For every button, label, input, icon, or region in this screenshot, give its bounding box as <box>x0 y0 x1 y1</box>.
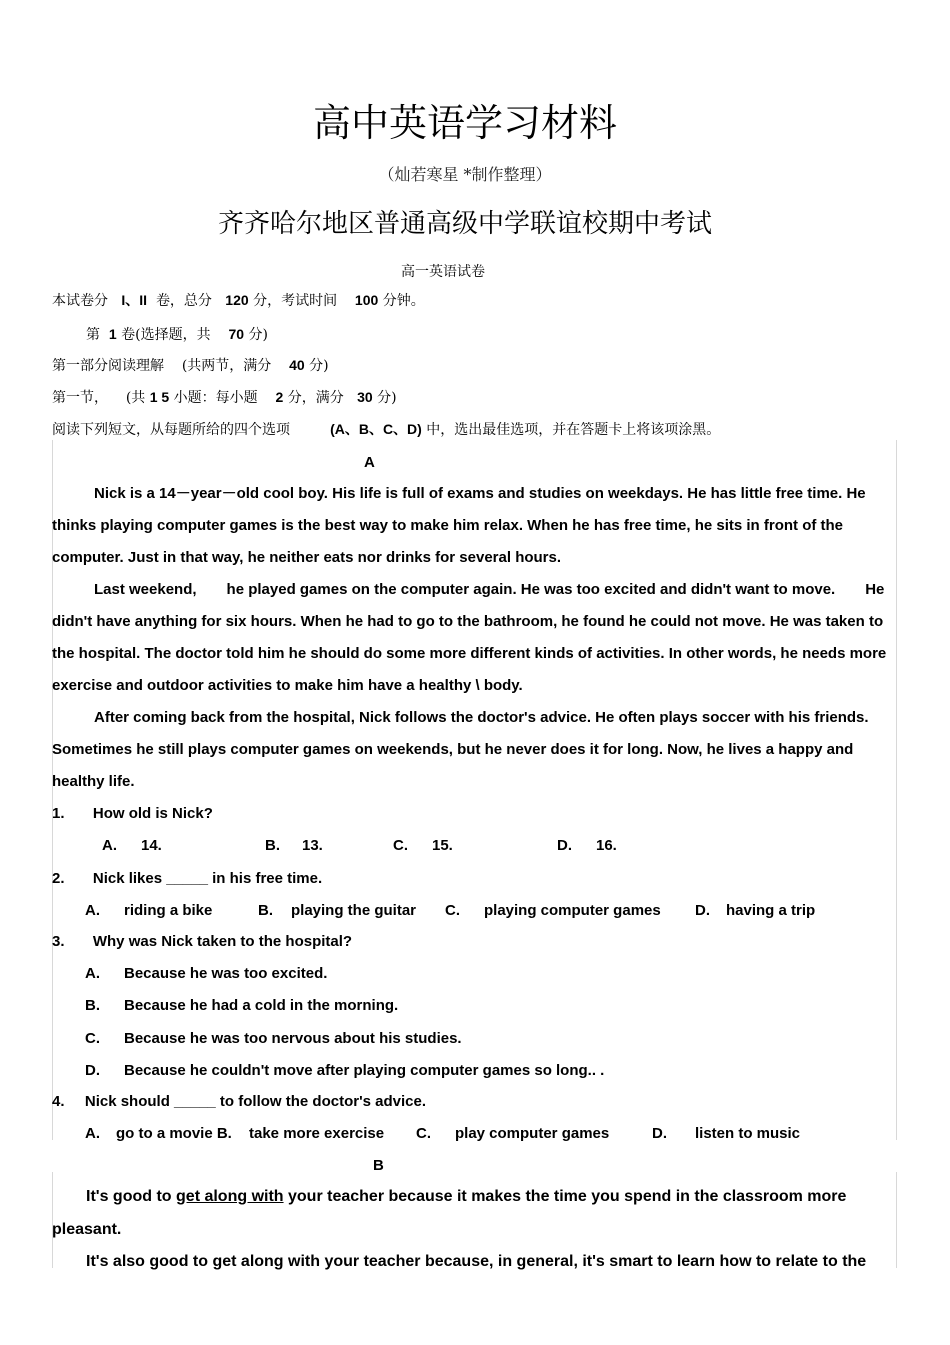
question-text: Nick should _____ to follow the doctor's advice. <box>84 1093 427 1110</box>
option-letter: A. <box>85 1125 100 1142</box>
option-text: play computer games <box>455 1125 610 1142</box>
q4-option-a <box>85 1125 232 1142</box>
info-text: 第 <box>86 327 100 343</box>
paragraph-text: your teacher because it makes the time you spend in the classroom more pleasant. <box>52 1188 847 1238</box>
info-number: 40 <box>289 357 305 373</box>
info-number: 30 <box>357 389 373 405</box>
q3-option-d <box>85 1062 604 1079</box>
info-number: 120 <box>225 292 249 308</box>
question-text: Why was Nick taken to the hospital? <box>92 933 353 950</box>
info-text: 分) <box>309 358 329 374</box>
option-text: Because he had a cold in the morning. <box>124 997 399 1014</box>
info-text: (共两节，满分 <box>181 358 272 374</box>
q3-option-b <box>85 997 398 1014</box>
q1-option-b <box>265 837 323 854</box>
info-number: 100 <box>354 292 379 308</box>
option-text: 13. <box>302 837 323 854</box>
exam-school-heading: 齐齐哈尔地区普通高级中学联谊校期中考试 <box>217 209 712 239</box>
info-number: 1 <box>108 326 117 342</box>
info-text: 小题：每小题 <box>173 390 258 406</box>
info-text: 第一部分阅读理解 <box>52 358 164 374</box>
question-3 <box>52 933 352 950</box>
info-line-3 <box>52 355 329 375</box>
option-letter: B. <box>85 997 100 1014</box>
q2-option-a <box>85 902 212 919</box>
paragraph-text: After coming back from the hospital, Nick follows the doctor's advice. He often plays soccer with his friends. Sometimes he still plays computer games on weekends, but he never does it for long. Now, he lives a happy and healthy life. <box>52 709 869 790</box>
option-text: Because he was too excited. <box>124 965 328 982</box>
option-letter: D. <box>557 837 572 854</box>
option-text: playing the guitar <box>291 902 417 919</box>
question-1 <box>52 805 213 822</box>
info-number: 1 5 <box>149 389 170 405</box>
info-text: 分，满分 <box>287 390 344 406</box>
option-letter: A. <box>85 902 100 919</box>
q2-option-d <box>695 902 815 919</box>
info-text: 卷，总分 <box>155 293 212 309</box>
q1-option-a <box>102 837 162 854</box>
info-line-4 <box>52 387 397 407</box>
info-text: 分) <box>377 390 397 406</box>
q3-option-a <box>85 965 327 982</box>
info-options-range: (A、B、C、D) <box>330 421 422 437</box>
info-text: 分，考试时间 <box>253 293 338 309</box>
q4-option-d <box>652 1125 800 1142</box>
question-4 <box>52 1093 426 1110</box>
question-2 <box>52 870 322 887</box>
passage-a-label: A <box>364 454 375 471</box>
exam-name: 高一英语试卷 <box>401 264 485 280</box>
info-text: 中，选出最佳选项，并在答题卡上将该项涂黑。 <box>426 422 721 438</box>
passage-b-paragraph-2 <box>52 1245 892 1278</box>
question-number: 4. <box>52 1093 65 1110</box>
page-title: 高中英语学习材料 <box>312 101 617 145</box>
question-text: How old is Nick? <box>92 805 213 822</box>
option-text: playing computer games <box>484 902 661 919</box>
paragraph-text: It's good to <box>86 1188 177 1205</box>
info-text: (共 <box>125 390 146 406</box>
passage-a-paragraph-1 <box>52 478 892 574</box>
passage-a-paragraph-2 <box>52 574 892 702</box>
info-text: 第一节， <box>52 390 108 406</box>
option-text: riding a bike <box>124 902 213 919</box>
question-number: 3. <box>52 933 65 950</box>
info-text: 卷(选择题，共 <box>121 327 211 343</box>
info-text: 分) <box>248 327 268 343</box>
q4-option-b <box>249 1125 384 1142</box>
option-letter: C. <box>416 1125 431 1142</box>
right-margin-line <box>896 440 897 1140</box>
option-letter: C. <box>445 902 460 919</box>
paragraph-text: Nick is a 14－year－old cool boy. His life is full of exams and studies on weekdays. He has little free time. He thinks playing computer games is the best way to make him relax. When he has free time, he sits in front of the computer. Just in that way, he neither eats nor drinks for several hours. <box>52 485 866 566</box>
option-text: go to a movie B. <box>116 1125 232 1142</box>
info-number: 2 <box>275 389 284 405</box>
option-text: 15. <box>432 837 453 854</box>
info-line-5 <box>52 419 720 439</box>
question-number: 2. <box>52 870 65 887</box>
info-number: 70 <box>228 326 245 342</box>
option-text: take more exercise <box>249 1125 385 1142</box>
paragraph-text: It's also good to get along with your teacher because, in general, it's smart to learn how to relate to the <box>86 1253 867 1270</box>
question-text: Nick likes _____ in his free time. <box>92 870 323 887</box>
option-text: having a trip <box>726 902 816 919</box>
q1-option-d <box>557 837 617 854</box>
option-text: 16. <box>596 837 617 854</box>
q2-option-b <box>258 902 416 919</box>
option-letter: D. <box>695 902 710 919</box>
info-line-1 <box>52 290 425 310</box>
option-letter: D. <box>85 1062 100 1079</box>
underlined-phrase: get along with <box>176 1188 284 1205</box>
passage-a-paragraph-3 <box>52 702 892 798</box>
option-text: Because he was too nervous about his studies. <box>124 1030 462 1047</box>
option-letter: B. <box>258 902 273 919</box>
option-text: 14. <box>141 837 162 854</box>
info-text: 分钟。 <box>382 293 425 309</box>
passage-b-paragraph-1 <box>52 1180 892 1246</box>
q4-option-c <box>416 1125 609 1142</box>
right-margin-line-b <box>896 1172 897 1268</box>
info-number: I、II <box>121 292 148 308</box>
option-letter: C. <box>393 837 408 854</box>
paragraph-text: Last weekend, he played games on the computer again. He was too excited and didn't want to move. He didn't have anything for six hours. When he had to go to the bathroom, he found he could not move. He was taken to the hospital. The doctor told him he should do some more different kinds of activities. In other words, he needs more exercise and outdoor activities to make him have a healthy \ body. <box>52 581 887 694</box>
q1-option-c <box>393 837 453 854</box>
passage-b-label: B <box>373 1157 384 1174</box>
option-letter: D. <box>652 1125 667 1142</box>
page-subtitle: （灿若寒星 *制作整理） <box>378 165 552 184</box>
option-text: Because he couldn't move after playing computer games so long.. . <box>124 1062 605 1079</box>
option-letter: A. <box>85 965 100 982</box>
option-letter: A. <box>102 837 117 854</box>
option-letter: C. <box>85 1030 100 1047</box>
option-text: listen to music <box>695 1125 801 1142</box>
q3-option-c <box>85 1030 462 1047</box>
question-number: 1. <box>52 805 65 822</box>
option-letter: B. <box>265 837 280 854</box>
info-text: 阅读下列短文，从每题所给的四个选项 <box>52 422 290 438</box>
info-line-2 <box>86 324 268 344</box>
info-text: 本试卷分 <box>52 293 108 309</box>
q2-option-c <box>445 902 661 919</box>
